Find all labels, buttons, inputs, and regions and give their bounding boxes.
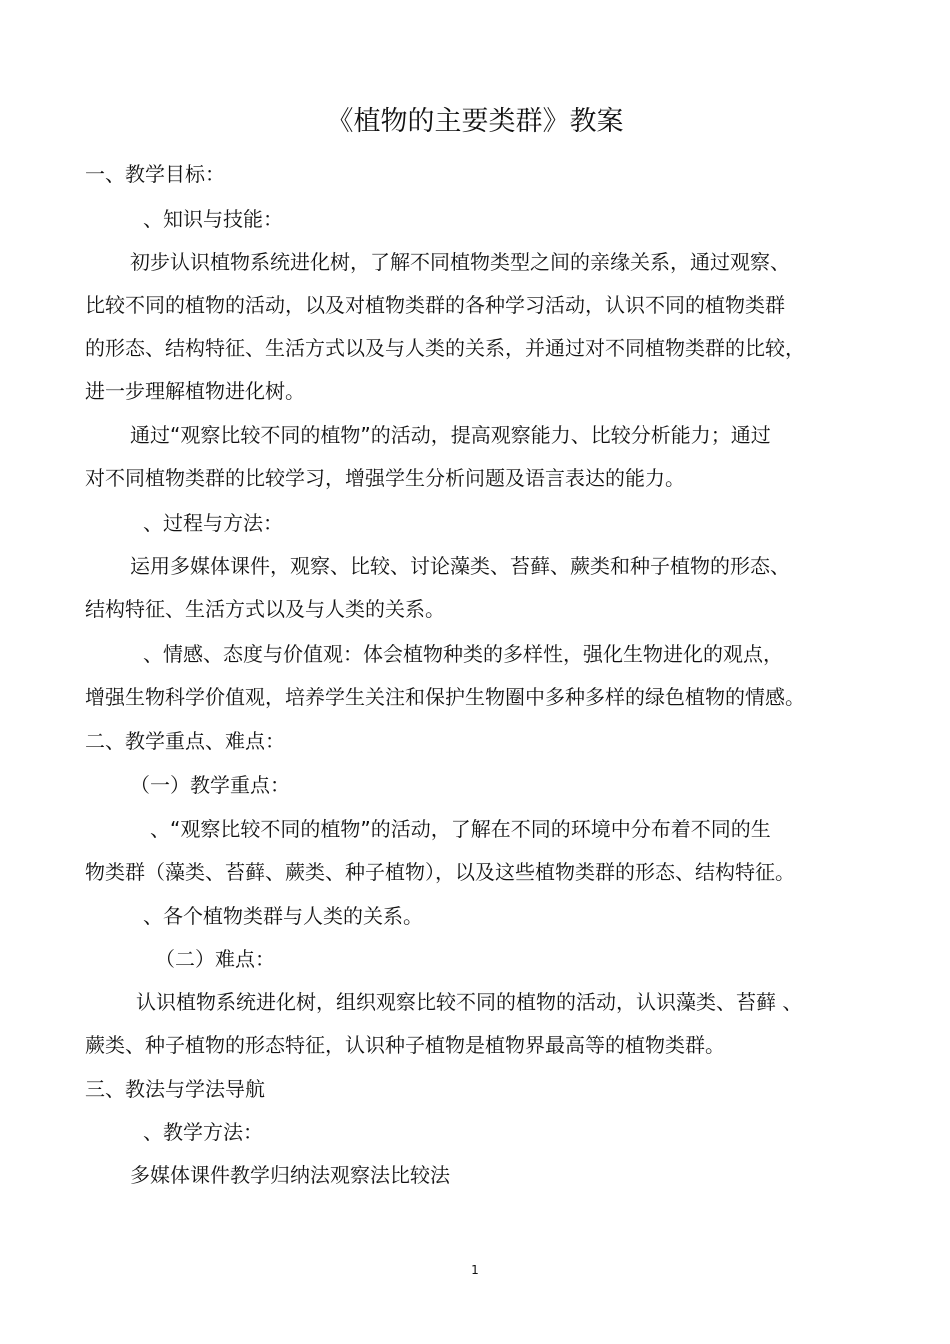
paragraph-line: 认识植物系统进化树，组织观察比较不同的植物的活动，认识藻类、苔藓 、 bbox=[136, 990, 803, 1014]
document-title: 《植物的主要类群》教案 bbox=[326, 106, 624, 137]
section-heading-key-points: 二、教学重点、难点： bbox=[85, 729, 285, 753]
paragraph-line: 对不同植物类群的比较学习，增强学生分析问题及语言表达的能力。 bbox=[85, 466, 685, 490]
paragraph-line: 运用多媒体课件，观察、比较、讨论藻类、苔藓、蕨类和种子植物的形态、 bbox=[130, 554, 790, 578]
paragraph-line: 物类群（藻类、苔藓、蕨类、种子植物），以及这些植物类群的形态、结构特征。 bbox=[85, 860, 795, 884]
subheading-teaching-focus: （一）教学重点： bbox=[130, 773, 290, 797]
section-heading-methods: 三、教法与学法导航 bbox=[85, 1077, 265, 1101]
paragraph-line: 初步认识植物系统进化树，了解不同植物类型之间的亲缘关系，通过观察、 bbox=[130, 250, 790, 274]
paragraph-line: 增强生物科学价值观，培养学生关注和保护生物圈中多种多样的绿色植物的情感。 bbox=[85, 685, 805, 709]
page-number: 1 bbox=[471, 1263, 479, 1277]
paragraph-line: 的形态、结构特征、生活方式以及与人类的关系，并通过对不同植物类群的比较， bbox=[85, 336, 805, 360]
paragraph-line: 、各个植物类群与人类的关系。 bbox=[143, 904, 423, 928]
paragraph-line: 通过“观察比较不同的植物”的活动，提高观察能力、比较分析能力；通过 bbox=[130, 423, 771, 447]
subheading-process-methods: 、过程与方法： bbox=[143, 511, 283, 535]
paragraph-line: 结构特征、生活方式以及与人类的关系。 bbox=[85, 597, 445, 621]
section-heading-objectives: 一、教学目标： bbox=[85, 162, 225, 186]
paragraph-line: 比较不同的植物的活动，以及对植物类群的各种学习活动，认识不同的植物类群 bbox=[85, 293, 785, 317]
paragraph-line: 、“观察比较不同的植物”的活动，了解在不同的环境中分布着不同的生 bbox=[150, 817, 771, 841]
subheading-teaching-methods: 、教学方法： bbox=[143, 1120, 263, 1144]
paragraph-line: 进一步理解植物进化树。 bbox=[85, 379, 305, 403]
paragraph-line: 、情感、态度与价值观：体会植物种类的多样性，强化生物进化的观点， bbox=[143, 642, 783, 666]
paragraph-line: 蕨类、种子植物的形态特征，认识种子植物是植物界最高等的植物类群。 bbox=[85, 1033, 725, 1057]
paragraph-line: 多媒体课件教学归纳法观察法比较法 bbox=[130, 1163, 450, 1187]
subheading-difficulties: （二）难点： bbox=[155, 947, 275, 971]
subheading-knowledge-skills: 、知识与技能： bbox=[143, 207, 283, 231]
